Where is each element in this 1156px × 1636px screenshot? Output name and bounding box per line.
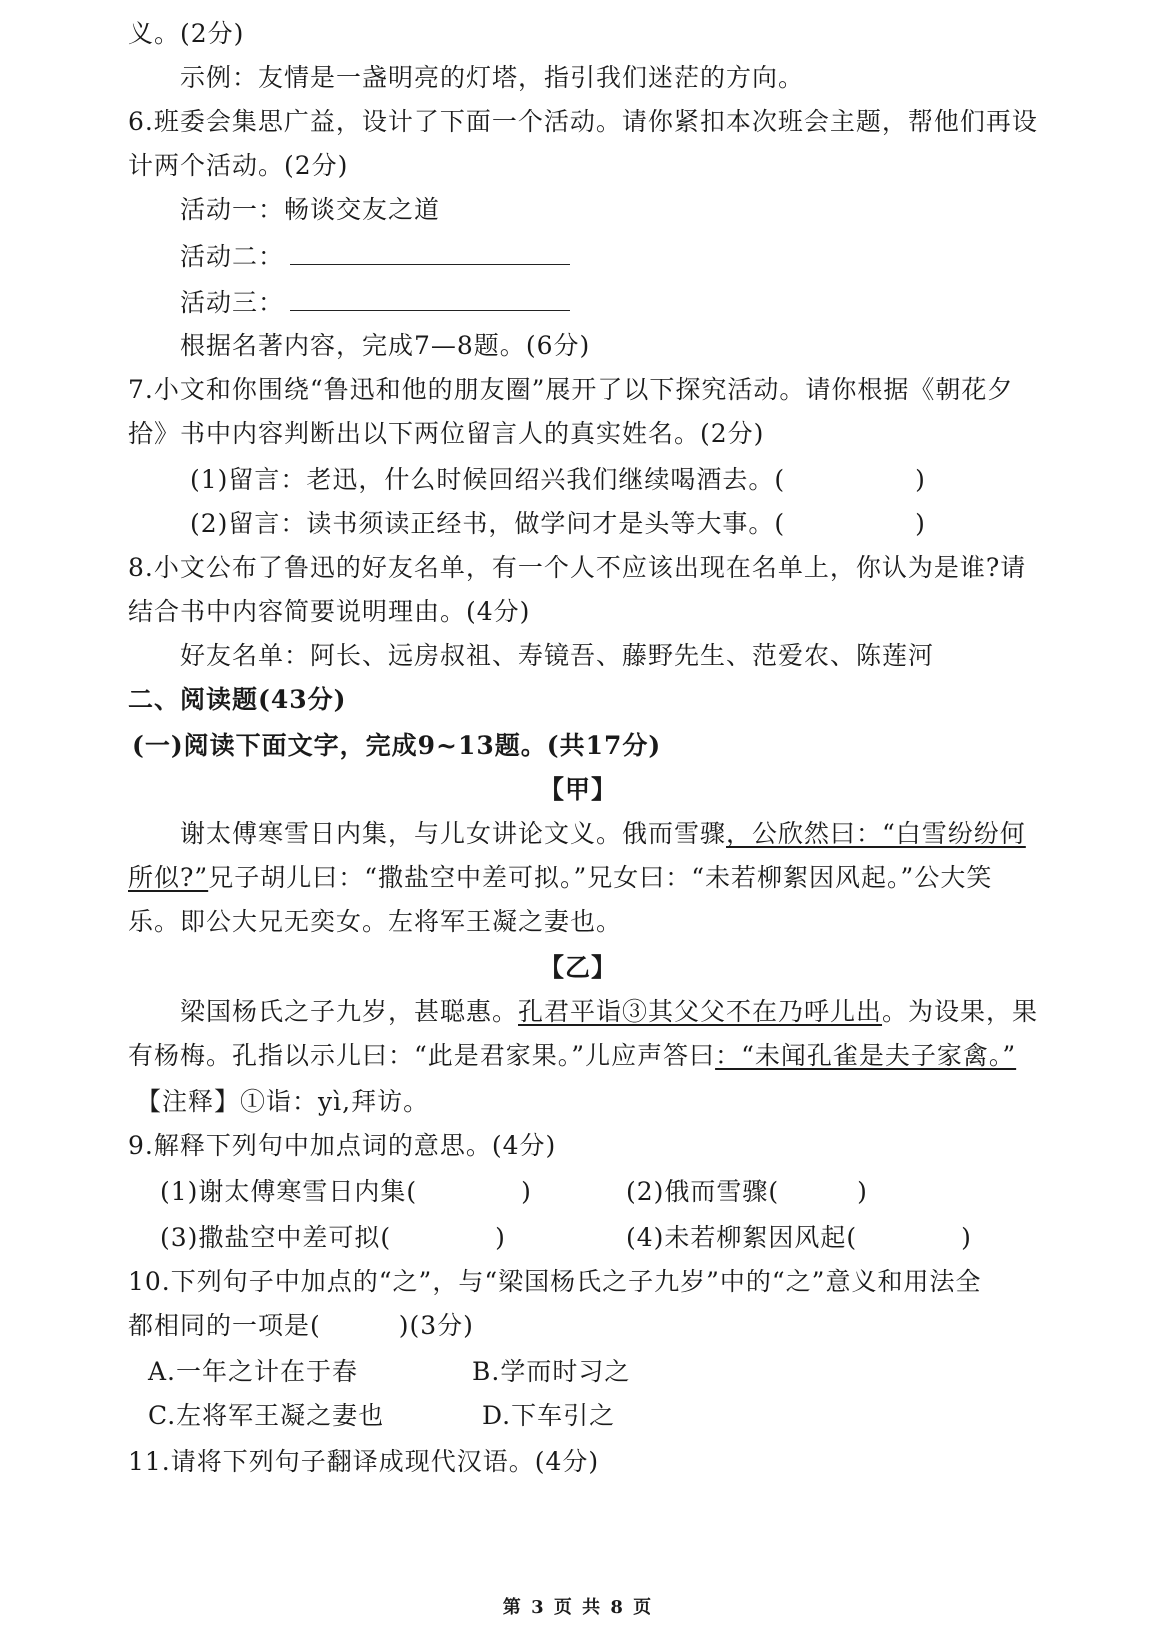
q10-prompt-line2: 都相同的一项是( )(3分) — [128, 1311, 474, 1340]
section-two-heading: 二、阅读题(43分) — [128, 685, 347, 714]
yi-underlined-2: ：“未闻孔雀是夫子家禽。” — [715, 1041, 1017, 1070]
q8-prompt-line1: 8.小文公布了鲁迅的好友名单，有一个人不应该出现在名单上，你认为是谁?请 — [128, 553, 1027, 582]
q7-message-2: (2)留言：读书须读正经书，做学问才是头等大事。( ) — [190, 509, 926, 538]
q9-item3: (3)撒盐空中差可拟( ) — [160, 1223, 506, 1252]
activity-three-label: 活动三： — [180, 288, 285, 317]
text-yi-title: 【乙】 — [538, 953, 617, 982]
option-c[interactable]: C.左将军王凝之妻也 — [148, 1401, 385, 1430]
option-d[interactable]: D.下车引之 — [482, 1401, 616, 1430]
jia-line1-text: 谢太傅寒雪日内集，与儿女讲论文义。俄而雪骤 — [180, 819, 727, 848]
activity-two-blank[interactable] — [290, 240, 570, 265]
q5-score-line: 义。(2分) — [128, 19, 245, 48]
q9-item1: (1)谢太傅寒雪日内集( ) — [160, 1177, 532, 1206]
activity-two — [180, 240, 570, 273]
jia-line1 — [180, 818, 1026, 850]
activity-three — [180, 286, 570, 319]
annotation-note: 【注释】①诣：yì,拜访。 — [136, 1087, 430, 1116]
jia-line3: 乐。即公大兄无奕女。左将军王凝之妻也。 — [128, 907, 623, 936]
yi-line2-text: 有杨梅。孔指以示儿曰：“此是君家果。”儿应声答曰 — [128, 1041, 716, 1070]
q10-prompt-line1: 10.下列句子中加点的“之”，与“梁国杨氏之子九岁”中的“之”意义和用法全 — [128, 1267, 982, 1296]
activity-two-label: 活动二： — [180, 242, 285, 271]
classic-intro: 根据名著内容，完成7—8题。(6分) — [180, 331, 591, 360]
q9-item2: (2)俄而雪骤( ) — [626, 1177, 868, 1206]
friend-list: 好友名单：阿长、远房叔祖、寿镜吾、藤野先生、范爱农、陈莲河 — [180, 641, 935, 670]
q7-prompt-line2: 拾》书中内容判断出以下两位留言人的真实姓名。(2分) — [128, 419, 765, 448]
yi-line1-text: 梁国杨氏之子九岁，甚聪惠。 — [180, 997, 519, 1026]
page-footer: 第 3 页 共 8 页 — [502, 1597, 654, 1618]
option-a[interactable]: A.一年之计在于春 — [148, 1357, 359, 1386]
q11-prompt: 11.请将下列句子翻译成现代汉语。(4分) — [128, 1447, 600, 1476]
jia-line2-text: 兄子胡儿曰：“撒盐空中差可拟。”兄女曰：“未若柳絮因风起。”公大笑 — [208, 863, 993, 892]
yi-line2 — [128, 1040, 1016, 1072]
jia-underlined-1: ，公欣然曰：“白雪纷纷何 — [726, 819, 1026, 848]
jia-line2 — [128, 862, 992, 894]
jia-underlined-2: 所似?” — [128, 863, 209, 892]
q9-prompt: 9.解释下列句中加点词的意思。(4分) — [128, 1131, 557, 1160]
option-b[interactable]: B.学而时习之 — [472, 1357, 631, 1386]
yi-underlined-1: 孔君平诣③其父父不在乃呼儿出 — [518, 997, 883, 1026]
q6-prompt-line1: 6.班委会集思广益，设计了下面一个活动。请你紧扣本次班会主题，帮他们再设 — [128, 107, 1038, 136]
yi-line1 — [180, 996, 1038, 1028]
q5-example: 示例：友情是一盏明亮的灯塔，指引我们迷茫的方向。 — [180, 63, 805, 92]
q8-prompt-line2: 结合书中内容简要说明理由。(4分) — [128, 597, 531, 626]
q7-message-1: (1)留言：老迅，什么时候回绍兴我们继续喝酒去。( ) — [190, 465, 926, 494]
q7-prompt-line1: 7.小文和你围绕“鲁迅和他的朋友圈”展开了以下探究活动。请你根据《朝花夕 — [128, 375, 1014, 404]
activity-three-blank[interactable] — [290, 286, 570, 311]
activity-one: 活动一：畅谈交友之道 — [180, 195, 441, 224]
text-jia-title: 【甲】 — [538, 775, 617, 804]
q9-item4: (4)未若柳絮因风起( ) — [626, 1223, 972, 1252]
yi-line1-end: 。为设果，果 — [882, 997, 1039, 1026]
q6-prompt-line2: 计两个活动。(2分) — [128, 151, 349, 180]
reading-one-heading: (一)阅读下面文字，完成9~13题。(共17分) — [132, 731, 662, 760]
